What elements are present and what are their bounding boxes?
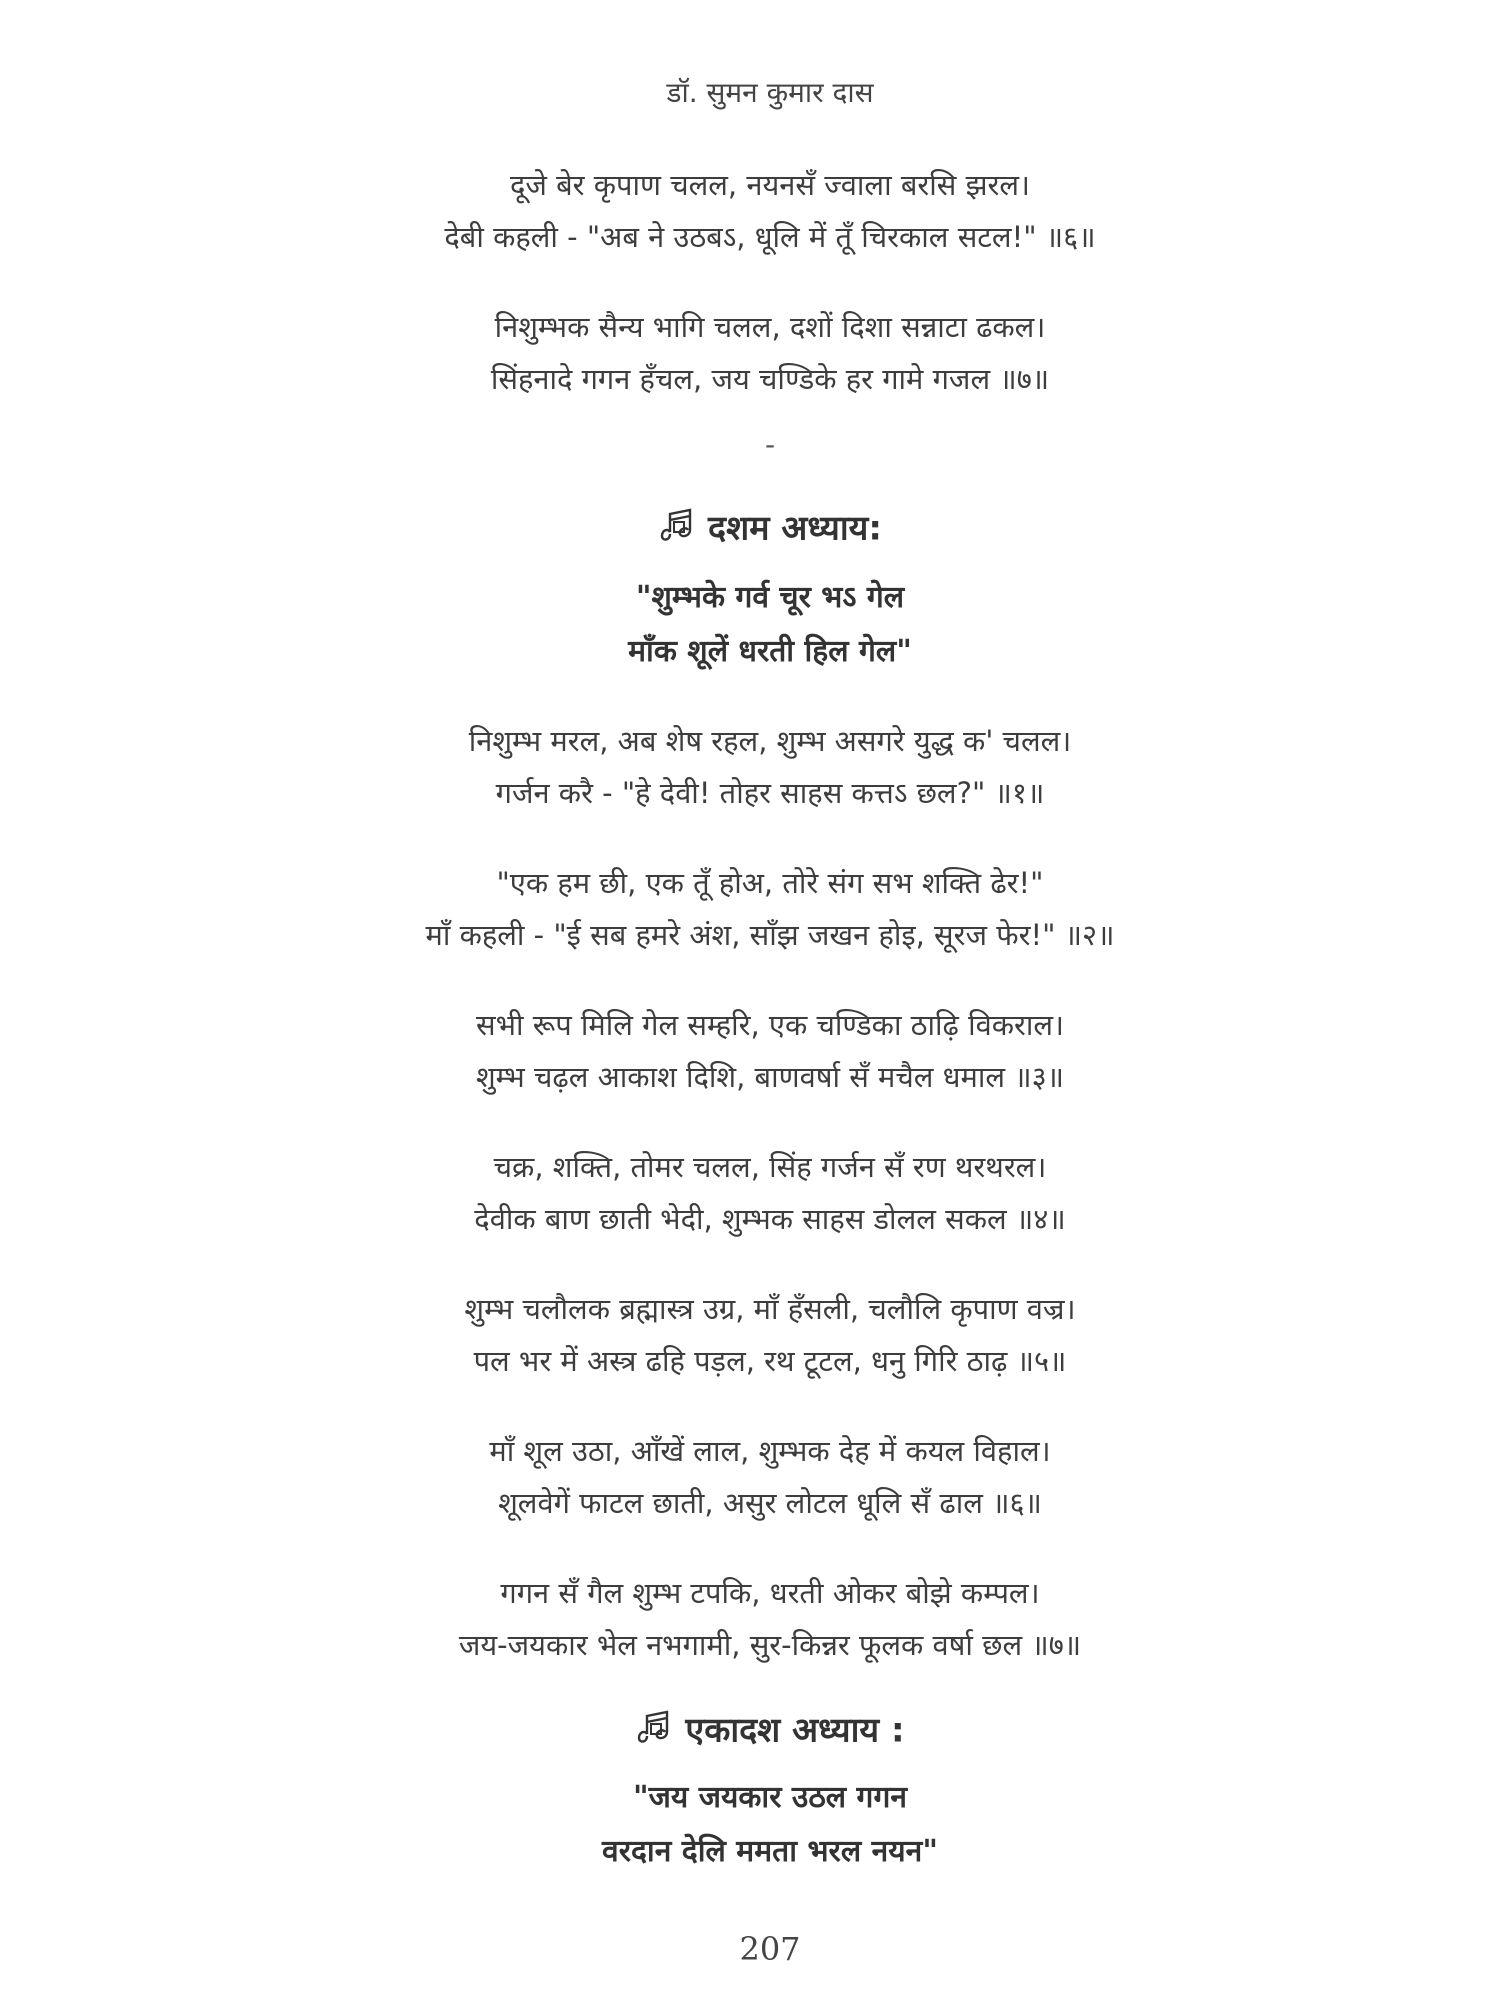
chapter-10-quote-line1: "शुम्भके गर्व चूर भऽ गेल [635, 580, 905, 615]
section-separator: - [764, 428, 776, 461]
ch10-verse-1-line2: गर्जन करै - "हे देवी! तोहर साहस कत्तऽ छल?" ॥१॥ [495, 776, 1045, 810]
verse-6-line2: देबी कहली - "अब ने उठबऽ, धूलि में तूँ चिरकाल सटल!" ॥६॥ [444, 220, 1096, 254]
ch10-verse-4-line2: देवीक बाण छाती भेदी, शुम्भक साहस डोलल सकल ॥४॥ [474, 1202, 1066, 1236]
music-note-icon [635, 1710, 677, 1754]
chapter-10-title: दशम अध्याय: [708, 508, 882, 549]
ch10-verse-5-line1: शुम्भ चलौलक ब्रह्मास्त्र उग्र, माँ हँसली, चलौलि कृपाण वज्र। [464, 1292, 1076, 1326]
ch10-verse-3-line2: शुम्भ चढ़ल आकाश दिशि, बाणवर्षा सँ मचैल धमाल ॥३॥ [475, 1060, 1065, 1094]
ch10-verse-2-line1: "एक हम छी, एक तूँ होअ, तोरे संग सभ शक्ति ढेर!" [496, 866, 1044, 900]
music-note-icon [658, 508, 700, 552]
ch10-verse-1-line1: निशुम्भ मरल, अब शेष रहल, शुम्भ असगरे युद्ध क' चलल। [468, 724, 1072, 758]
ch10-verse-4-line1: चक्र, शक्ति, तोमर चलल, सिंह गर्जन सँ रण थरथरल। [493, 1150, 1047, 1184]
verse-7-line1: निशुम्भक सैन्य भागि चलल, दशों दिशा सन्नाटा ढकल। [494, 310, 1046, 344]
ch10-verse-5-line2: पल भर में अस्त्र ढहि पड़ल, रथ टूटल, धनु गिरि ठाढ़ ॥५॥ [473, 1344, 1067, 1378]
page-header-author: डॉ. सुमन कुमार दास [666, 76, 874, 109]
chapter-11-heading [0, 1710, 1500, 1754]
ch10-verse-2-line2: माँ कहली - "ई सब हमरे अंश, साँझ जखन होइ, सूरज फेर!" ॥२॥ [425, 918, 1115, 952]
chapter-10-heading [0, 508, 1500, 552]
ch10-verse-7-line1: गगन सँ गैल शुम्भ टपकि, धरती ओकर बोझे कम्पल। [500, 1576, 1040, 1610]
ch10-verse-3-line1: सभी रूप मिलि गेल सम्हरि, एक चण्डिका ठाढ़ि विकराल। [475, 1008, 1065, 1042]
chapter-11-title: एकादश अध्याय : [685, 1710, 905, 1751]
ch10-verse-7-line2: जय-जयकार भेल नभगामी, सुर-किन्नर फूलक वर्षा छल ॥७॥ [458, 1628, 1082, 1662]
chapter-10-quote-line2: माँक शूलें धरती हिल गेल" [628, 634, 912, 669]
page-number: 207 [739, 1930, 801, 1968]
verse-6-line1: दूजे बेर कृपाण चलल, नयनसँ ज्वाला बरसि झरल। [509, 168, 1031, 202]
ch10-verse-6-line1: माँ शूल उठा, आँखें लाल, शुम्भक देह में कयल विहाल। [489, 1434, 1051, 1468]
verse-7-line2: सिंहनादे गगन हँचल, जय चण्डिके हर गामे गजल ॥७॥ [490, 362, 1050, 396]
ch10-verse-6-line2: शूलवेगें फाटल छाती, असुर लोटल धूलि सँ ढाल ॥६॥ [498, 1486, 1042, 1520]
chapter-11-quote-line1: "जय जयकार उठल गगन [632, 1780, 907, 1815]
chapter-11-quote-line2: वरदान देलि ममता भरल नयन" [602, 1834, 938, 1869]
